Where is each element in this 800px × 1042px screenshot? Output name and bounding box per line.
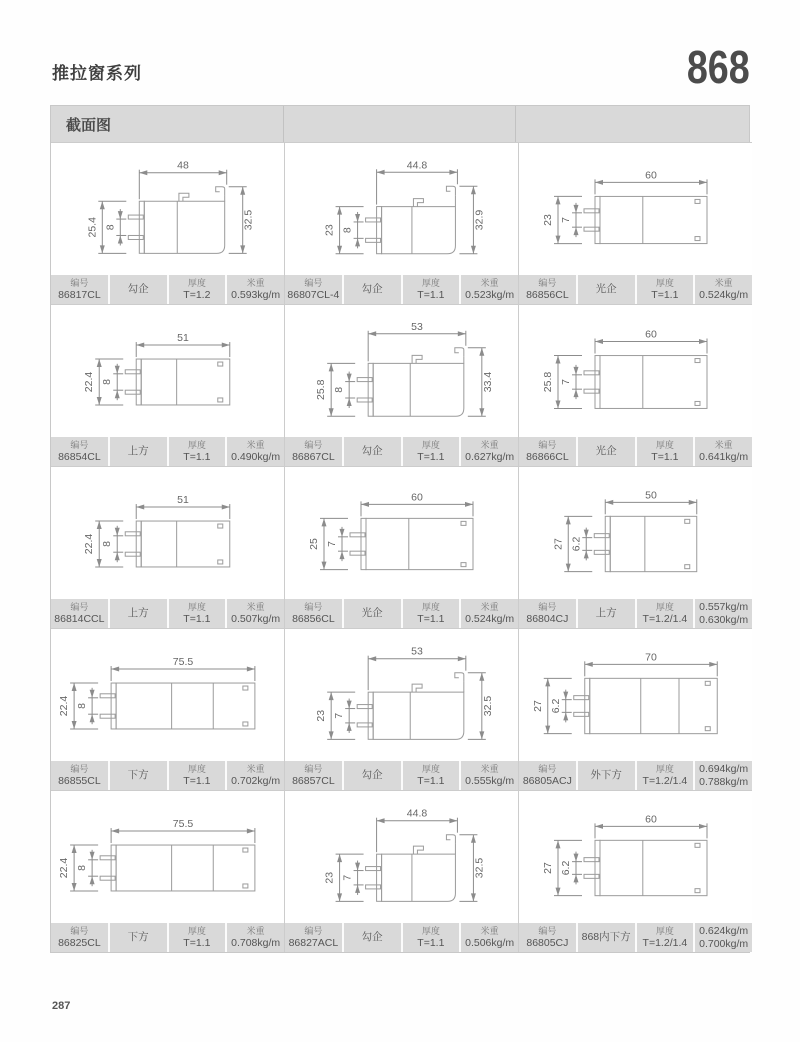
type-cell (344, 761, 401, 790)
svg-text:7: 7 (326, 541, 338, 547)
code-cell (285, 275, 342, 304)
code-label: 编号 (70, 440, 89, 450)
profile-cell (51, 304, 285, 466)
weight-value: 0.557kg/m (699, 601, 749, 614)
code-cell (519, 275, 576, 304)
thickness-value: T=1.1 (417, 288, 445, 301)
series-title: 推拉窗系列 (52, 64, 142, 83)
code-cell (51, 275, 108, 304)
profile-info-row (51, 761, 284, 790)
code-value: 86807CL-4 (287, 288, 340, 301)
thickness-value: T=1.1 (417, 450, 445, 463)
profile-cell (519, 304, 752, 466)
thickness-cell (637, 923, 694, 952)
svg-text:22.4: 22.4 (58, 857, 71, 879)
weight-label: 米重 (480, 764, 499, 774)
profile-drawing (51, 305, 284, 437)
weight-value: 0.506kg/m (465, 936, 515, 949)
weight-label: 米重 (480, 440, 499, 450)
svg-text:8: 8 (341, 227, 354, 234)
thickness-label: 厚度 (655, 764, 674, 774)
weight-cell (461, 923, 518, 952)
profile-drawing (519, 143, 752, 275)
type-cell (344, 437, 401, 466)
profile-info-row (285, 437, 518, 466)
thickness-value: T=1.1 (417, 774, 445, 787)
thickness-label: 厚度 (421, 602, 440, 612)
thickness-value: T=1.2/1.4 (642, 612, 688, 625)
svg-text:25: 25 (308, 538, 320, 550)
profile-cell (285, 466, 519, 628)
thickness-value: T=1.1 (183, 774, 211, 787)
weight-label: 米重 (246, 764, 265, 774)
code-cell (519, 437, 576, 466)
type-value: 光企 (361, 607, 383, 620)
profile-info-row (285, 275, 518, 304)
profile-info-row (285, 923, 518, 952)
profile-drawing (519, 305, 752, 437)
section-header-label: 截面图 (66, 116, 112, 134)
type-value: 勾企 (361, 283, 383, 296)
thickness-cell (169, 437, 226, 466)
type-cell (578, 599, 635, 628)
profile-cell (51, 142, 285, 304)
type-value: 下方 (127, 931, 149, 944)
code-value: 86805CJ (526, 936, 569, 949)
thickness-label: 厚度 (421, 278, 440, 288)
profile-info-row (285, 599, 518, 628)
code-label: 编号 (538, 278, 557, 288)
code-label: 编号 (304, 440, 323, 450)
svg-text:25.8: 25.8 (542, 371, 554, 393)
code-value: 86857CL (292, 774, 335, 787)
svg-text:60: 60 (645, 813, 657, 826)
svg-text:8: 8 (101, 379, 114, 385)
weight-value: 0.593kg/m (231, 288, 281, 301)
weight-cell (461, 437, 518, 466)
type-cell (578, 275, 635, 304)
weight-cell (227, 923, 284, 952)
svg-text:7: 7 (560, 379, 572, 385)
type-value: 868内下方 (581, 931, 631, 944)
profile-info-row (519, 761, 752, 790)
thickness-cell (169, 275, 226, 304)
weight-cell (461, 761, 518, 790)
code-cell (51, 599, 108, 628)
thickness-value: T=1.1 (183, 450, 211, 463)
profile-drawing (519, 467, 752, 599)
weight-value: 0.700kg/m (699, 937, 749, 950)
profile-info-row (285, 761, 518, 790)
weight-value: 0.507kg/m (231, 612, 281, 625)
svg-text:6.2: 6.2 (549, 698, 562, 714)
code-label: 编号 (538, 926, 557, 936)
type-value: 上方 (595, 607, 617, 620)
code-cell (51, 923, 108, 952)
type-cell (344, 923, 401, 952)
weight-value: 0.788kg/m (699, 775, 749, 788)
code-label: 编号 (304, 602, 323, 612)
code-label: 编号 (538, 764, 557, 774)
profile-drawing (51, 467, 284, 599)
code-cell (285, 437, 342, 466)
profile-drawing (285, 629, 518, 761)
weight-label: 米重 (480, 602, 499, 612)
weight-label: 米重 (714, 440, 733, 450)
section-header-cell (51, 106, 284, 142)
code-cell (519, 761, 576, 790)
svg-text:23: 23 (315, 709, 328, 722)
weight-value: 0.490kg/m (231, 450, 281, 463)
code-value: 86827ACL (288, 936, 339, 949)
thickness-label: 厚度 (421, 440, 440, 450)
profile-drawing (51, 143, 284, 275)
type-cell (110, 599, 167, 628)
weight-label: 米重 (246, 602, 265, 612)
weight-label: 米重 (246, 926, 265, 936)
type-value: 勾企 (127, 283, 149, 296)
weight-cell (695, 599, 752, 628)
svg-text:27: 27 (552, 538, 565, 550)
weight-cell (695, 275, 752, 304)
svg-text:51: 51 (177, 494, 189, 507)
weight-value: 0.630kg/m (699, 613, 749, 626)
thickness-label: 厚度 (187, 278, 206, 288)
type-cell (578, 761, 635, 790)
profile-drawing (519, 791, 752, 923)
weight-value: 0.555kg/m (465, 774, 515, 787)
code-value: 86825CL (58, 936, 101, 949)
thickness-value: T=1.1 (417, 936, 445, 949)
code-value: 86856CL (526, 288, 569, 301)
type-cell (578, 923, 635, 952)
svg-text:8: 8 (76, 703, 89, 709)
section-header-cell-empty (284, 106, 517, 142)
profile-info-row (519, 923, 752, 952)
svg-text:7: 7 (333, 712, 346, 719)
profile-drawing (51, 629, 284, 761)
svg-text:8: 8 (104, 224, 117, 231)
type-value: 勾企 (361, 445, 383, 458)
thickness-label: 厚度 (421, 926, 440, 936)
profile-info-row (51, 923, 284, 952)
weight-label: 米重 (480, 926, 499, 936)
weight-value: 0.708kg/m (231, 936, 281, 949)
type-value: 光企 (595, 283, 617, 296)
profile-cell (285, 628, 519, 790)
svg-text:51: 51 (177, 332, 189, 345)
svg-text:75.5: 75.5 (172, 656, 194, 669)
svg-text:32.9: 32.9 (473, 209, 486, 231)
weight-cell (695, 437, 752, 466)
svg-text:70: 70 (645, 651, 657, 664)
weight-cell (695, 761, 752, 790)
profile-cell (519, 466, 752, 628)
type-value: 勾企 (361, 931, 383, 944)
profile-cell (51, 466, 285, 628)
profile-drawing (285, 467, 518, 599)
thickness-cell (637, 761, 694, 790)
thickness-value: T=1.1 (417, 612, 445, 625)
thickness-value: T=1.1 (183, 612, 211, 625)
thickness-value: T=1.2/1.4 (642, 936, 688, 949)
svg-text:8: 8 (101, 541, 114, 547)
code-value: 86804CJ (526, 612, 569, 625)
svg-text:32.5: 32.5 (481, 695, 494, 717)
code-value: 86854CL (58, 450, 101, 463)
code-label: 编号 (70, 764, 89, 774)
code-cell (51, 437, 108, 466)
code-label: 编号 (304, 926, 323, 936)
thickness-label: 厚度 (421, 764, 440, 774)
thickness-cell (637, 275, 694, 304)
thickness-value: T=1.1 (651, 288, 679, 301)
thickness-label: 厚度 (655, 440, 674, 450)
code-label: 编号 (70, 602, 89, 612)
weight-value: 0.524kg/m (699, 288, 749, 301)
profile-drawing (51, 791, 284, 923)
type-value: 外下方 (590, 769, 622, 782)
code-value: 86856CL (292, 612, 335, 625)
weight-cell (695, 923, 752, 952)
thickness-label: 厚度 (187, 440, 206, 450)
weight-value: 0.702kg/m (231, 774, 281, 787)
code-cell (51, 761, 108, 790)
svg-text:6.2: 6.2 (570, 536, 583, 552)
svg-text:8: 8 (76, 865, 89, 871)
weight-value: 0.627kg/m (465, 450, 515, 463)
profile-info-row (519, 275, 752, 304)
profile-table (50, 105, 750, 953)
code-cell (285, 599, 342, 628)
thickness-cell (637, 599, 694, 628)
profile-drawing (285, 305, 518, 437)
code-value: 86866CL (526, 450, 569, 463)
code-cell (285, 761, 342, 790)
svg-text:22.4: 22.4 (83, 371, 96, 393)
svg-text:75.5: 75.5 (172, 818, 194, 831)
type-cell (110, 761, 167, 790)
svg-text:53: 53 (411, 645, 423, 658)
profile-grid (51, 142, 749, 952)
profile-drawing (285, 143, 518, 275)
profile-drawing (519, 629, 752, 761)
thickness-label: 厚度 (187, 926, 206, 936)
thickness-cell (169, 761, 226, 790)
profile-cell (51, 628, 285, 790)
thickness-cell (403, 275, 460, 304)
weight-value: 0.524kg/m (465, 612, 515, 625)
profile-cell (285, 790, 519, 952)
svg-text:44.8: 44.8 (406, 159, 428, 172)
code-label: 编号 (70, 278, 89, 288)
weight-value: 0.694kg/m (699, 763, 749, 776)
svg-text:6.2: 6.2 (560, 860, 572, 876)
svg-text:22.4: 22.4 (83, 533, 96, 555)
svg-text:25.8: 25.8 (315, 379, 328, 401)
type-value: 上方 (127, 445, 149, 458)
profile-info-row (519, 599, 752, 628)
svg-text:23: 23 (323, 224, 336, 236)
type-value: 上方 (127, 607, 149, 620)
code-value: 86855CL (58, 774, 101, 787)
svg-text:23: 23 (323, 871, 336, 884)
series-number: 868 (687, 40, 750, 93)
weight-cell (227, 761, 284, 790)
thickness-cell (403, 437, 460, 466)
svg-text:27: 27 (531, 700, 544, 712)
svg-text:32.5: 32.5 (473, 857, 486, 879)
code-value: 86814CCL (54, 612, 105, 625)
code-cell (519, 923, 576, 952)
profile-cell (519, 790, 752, 952)
weight-value: 0.641kg/m (699, 450, 749, 463)
profile-info-row (51, 437, 284, 466)
svg-text:53: 53 (411, 320, 423, 333)
svg-text:50: 50 (645, 489, 657, 502)
thickness-value: T=1.1 (651, 450, 679, 463)
profile-cell (285, 142, 519, 304)
svg-text:8: 8 (333, 386, 346, 393)
type-value: 勾企 (361, 769, 383, 782)
svg-text:25.4: 25.4 (86, 217, 99, 238)
thickness-value: T=1.2/1.4 (642, 774, 688, 787)
thickness-value: T=1.2 (183, 288, 211, 301)
code-value: 86867CL (292, 450, 335, 463)
thickness-cell (637, 437, 694, 466)
thickness-cell (169, 599, 226, 628)
type-cell (344, 599, 401, 628)
svg-text:27: 27 (542, 862, 554, 874)
svg-text:60: 60 (645, 169, 657, 182)
weight-label: 米重 (714, 278, 733, 288)
profile-cell (519, 142, 752, 304)
profile-cell (285, 304, 519, 466)
code-label: 编号 (538, 602, 557, 612)
profile-cell (51, 790, 285, 952)
svg-text:22.4: 22.4 (58, 695, 71, 717)
svg-text:23: 23 (542, 214, 554, 226)
thickness-cell (169, 923, 226, 952)
type-cell (110, 923, 167, 952)
svg-text:48: 48 (177, 159, 189, 172)
weight-label: 米重 (246, 440, 265, 450)
weight-cell (461, 275, 518, 304)
page-number: 287 (52, 1000, 71, 1012)
table-header-row (51, 106, 749, 142)
type-cell (344, 275, 401, 304)
profile-drawing (285, 791, 518, 923)
thickness-cell (403, 599, 460, 628)
thickness-label: 厚度 (187, 764, 206, 774)
svg-text:33.4: 33.4 (481, 371, 494, 393)
weight-cell (227, 275, 284, 304)
thickness-label: 厚度 (655, 278, 674, 288)
svg-text:7: 7 (560, 217, 572, 223)
section-header-cell-empty (516, 106, 749, 142)
thickness-cell (403, 923, 460, 952)
profile-info-row (51, 599, 284, 628)
code-value: 86817CL (58, 288, 101, 301)
profile-cell (519, 628, 752, 790)
svg-text:60: 60 (645, 328, 657, 341)
type-cell (110, 275, 167, 304)
code-cell (519, 599, 576, 628)
weight-label: 米重 (480, 278, 499, 288)
code-label: 编号 (304, 278, 323, 288)
thickness-label: 厚度 (655, 926, 674, 936)
code-value: 86805ACJ (522, 774, 572, 787)
type-value: 下方 (127, 769, 149, 782)
svg-text:44.8: 44.8 (406, 807, 428, 820)
type-cell (110, 437, 167, 466)
weight-cell (227, 599, 284, 628)
weight-label: 米重 (246, 278, 265, 288)
thickness-cell (403, 761, 460, 790)
svg-text:7: 7 (341, 874, 354, 881)
type-cell (578, 437, 635, 466)
thickness-label: 厚度 (655, 602, 674, 612)
weight-value: 0.523kg/m (465, 288, 515, 301)
weight-cell (227, 437, 284, 466)
type-value: 光企 (595, 445, 617, 458)
svg-text:32.5: 32.5 (242, 209, 255, 231)
thickness-label: 厚度 (187, 602, 206, 612)
weight-cell (461, 599, 518, 628)
thickness-value: T=1.1 (183, 936, 211, 949)
weight-value: 0.624kg/m (699, 925, 749, 938)
code-label: 编号 (70, 926, 89, 936)
page-header (52, 40, 750, 93)
svg-text:60: 60 (411, 491, 423, 504)
profile-info-row (51, 275, 284, 304)
code-label: 编号 (304, 764, 323, 774)
code-label: 编号 (538, 440, 557, 450)
profile-info-row (519, 437, 752, 466)
code-cell (285, 923, 342, 952)
